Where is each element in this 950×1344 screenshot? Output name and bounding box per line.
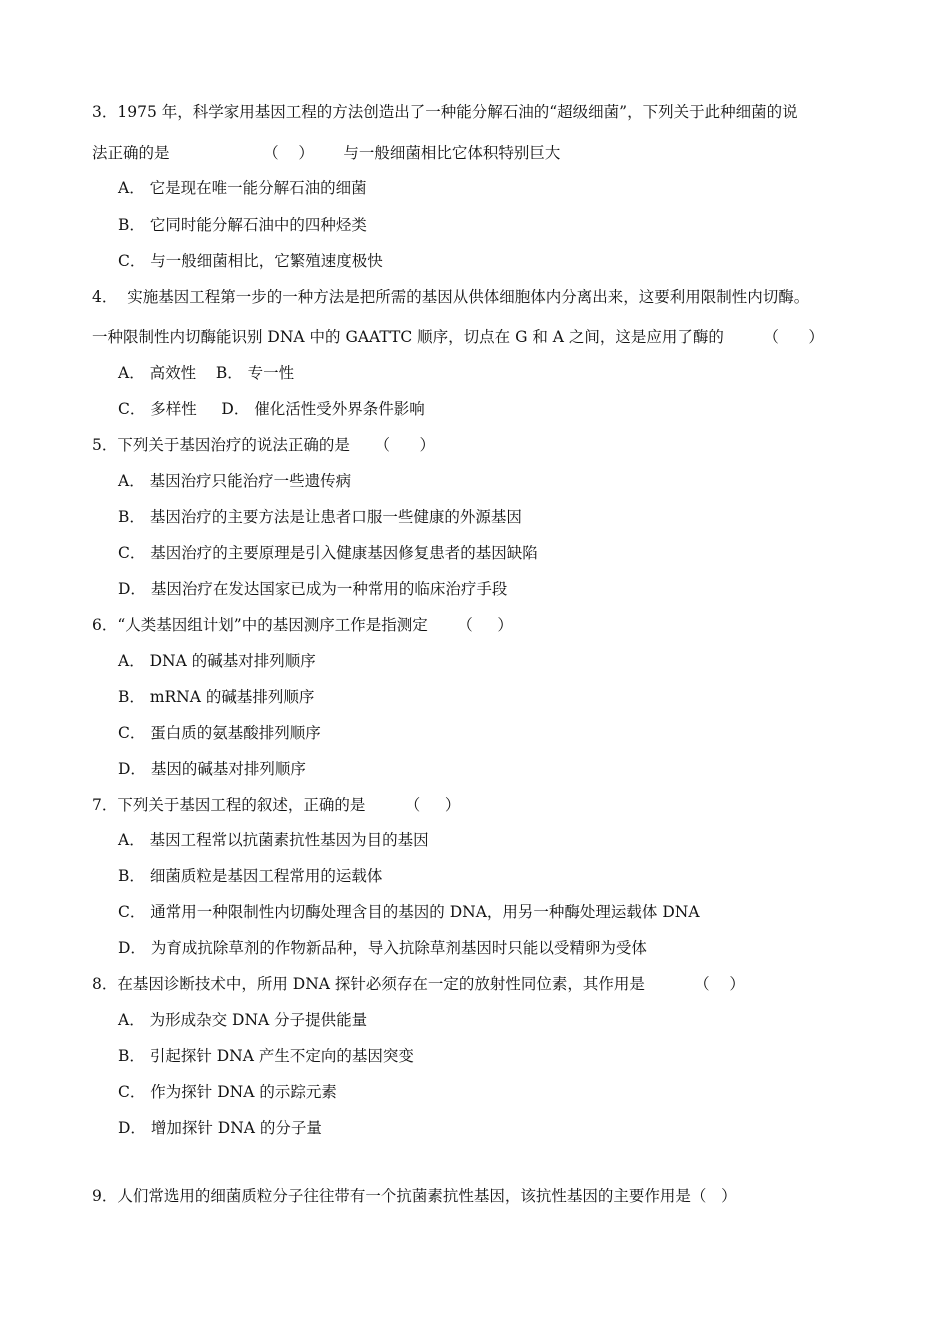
question-4-option-cd: C． 多样性 D． 催化活性受外界条件影响 bbox=[118, 400, 425, 418]
question-8-option-c: C． 作为探针 DNA 的示踪元素 bbox=[118, 1083, 337, 1101]
question-5-option-d: D． 基因治疗在发达国家已成为一种常用的临床治疗手段 bbox=[118, 580, 508, 598]
question-3-line-2: 法正确的是 （ ） 与一般细菌相比它体积特别巨大 bbox=[92, 144, 561, 162]
question-8-option-b: B． 引起探针 DNA 产生不定向的基因突变 bbox=[118, 1047, 414, 1065]
question-9-stem: 9．人们常选用的细菌质粒分子往往带有一个抗菌素抗性基因，该抗性基因的主要作用是（ ） bbox=[92, 1187, 737, 1205]
question-4-option-ab: A． 高效性 B． 专一性 bbox=[118, 364, 295, 382]
question-3-line-1: 3．1975 年，科学家用基因工程的方法创造出了一种能分解石油的“超级细菌”，下列关于此种细菌的说 bbox=[92, 103, 798, 121]
question-5-option-a: A． 基因治疗只能治疗一些遗传病 bbox=[118, 472, 352, 490]
question-3-option-a: A． 它是现在唯一能分解石油的细菌 bbox=[118, 179, 367, 197]
question-7-option-d: D． 为育成抗除草剂的作物新品种，导入抗除草剂基因时只能以受精卵为受体 bbox=[118, 939, 647, 957]
question-3-option-c: C． 与一般细菌相比，它繁殖速度极快 bbox=[118, 252, 383, 270]
question-6-option-d: D． 基因的碱基对排列顺序 bbox=[118, 760, 306, 778]
question-4-line-2: 一种限制性内切酶能识别 DNA 中的 GAATTC 顺序，切点在 G 和 A 之间，这是应用了酶的 （ ） bbox=[92, 328, 824, 346]
question-6-stem: 6．“人类基因组计划”中的基因测序工作是指测定 （ ） bbox=[92, 616, 513, 634]
question-6-option-a: A． DNA 的碱基对排列顺序 bbox=[118, 652, 316, 670]
question-8-option-a: A． 为形成杂交 DNA 分子提供能量 bbox=[118, 1011, 368, 1029]
question-6-option-b: B． mRNA 的碱基排列顺序 bbox=[118, 688, 315, 706]
question-7-option-c: C． 通常用一种限制性内切酶处理含目的基因的 DNA，用另一种酶处理运载体 DNA bbox=[118, 903, 700, 921]
question-5-stem: 5．下列关于基因治疗的说法正确的是 （ ） bbox=[92, 436, 436, 454]
question-8-option-d: D． 增加探针 DNA 的分子量 bbox=[118, 1119, 322, 1137]
question-5-option-b: B． 基因治疗的主要方法是让患者口服一些健康的外源基因 bbox=[118, 508, 522, 526]
question-4-line-1: 4． 实施基因工程第一步的一种方法是把所需的基因从供体细胞体内分离出来，这要利用限制性内切酶。 bbox=[92, 288, 810, 306]
question-7-option-b: B． 细菌质粒是基因工程常用的运载体 bbox=[118, 867, 383, 885]
question-8-stem: 8．在基因诊断技术中，所用 DNA 探针必须存在一定的放射性同位素，其作用是 （ ） bbox=[92, 975, 745, 993]
question-7-stem: 7．下列关于基因工程的叙述，正确的是 （ ） bbox=[92, 796, 461, 814]
question-5-option-c: C． 基因治疗的主要原理是引入健康基因修复患者的基因缺陷 bbox=[118, 544, 538, 562]
question-6-option-c: C． 蛋白质的氨基酸排列顺序 bbox=[118, 724, 321, 742]
question-7-option-a: A． 基因工程常以抗菌素抗性基因为目的基因 bbox=[118, 831, 429, 849]
question-3-option-b: B． 它同时能分解石油中的四种烃类 bbox=[118, 216, 367, 234]
